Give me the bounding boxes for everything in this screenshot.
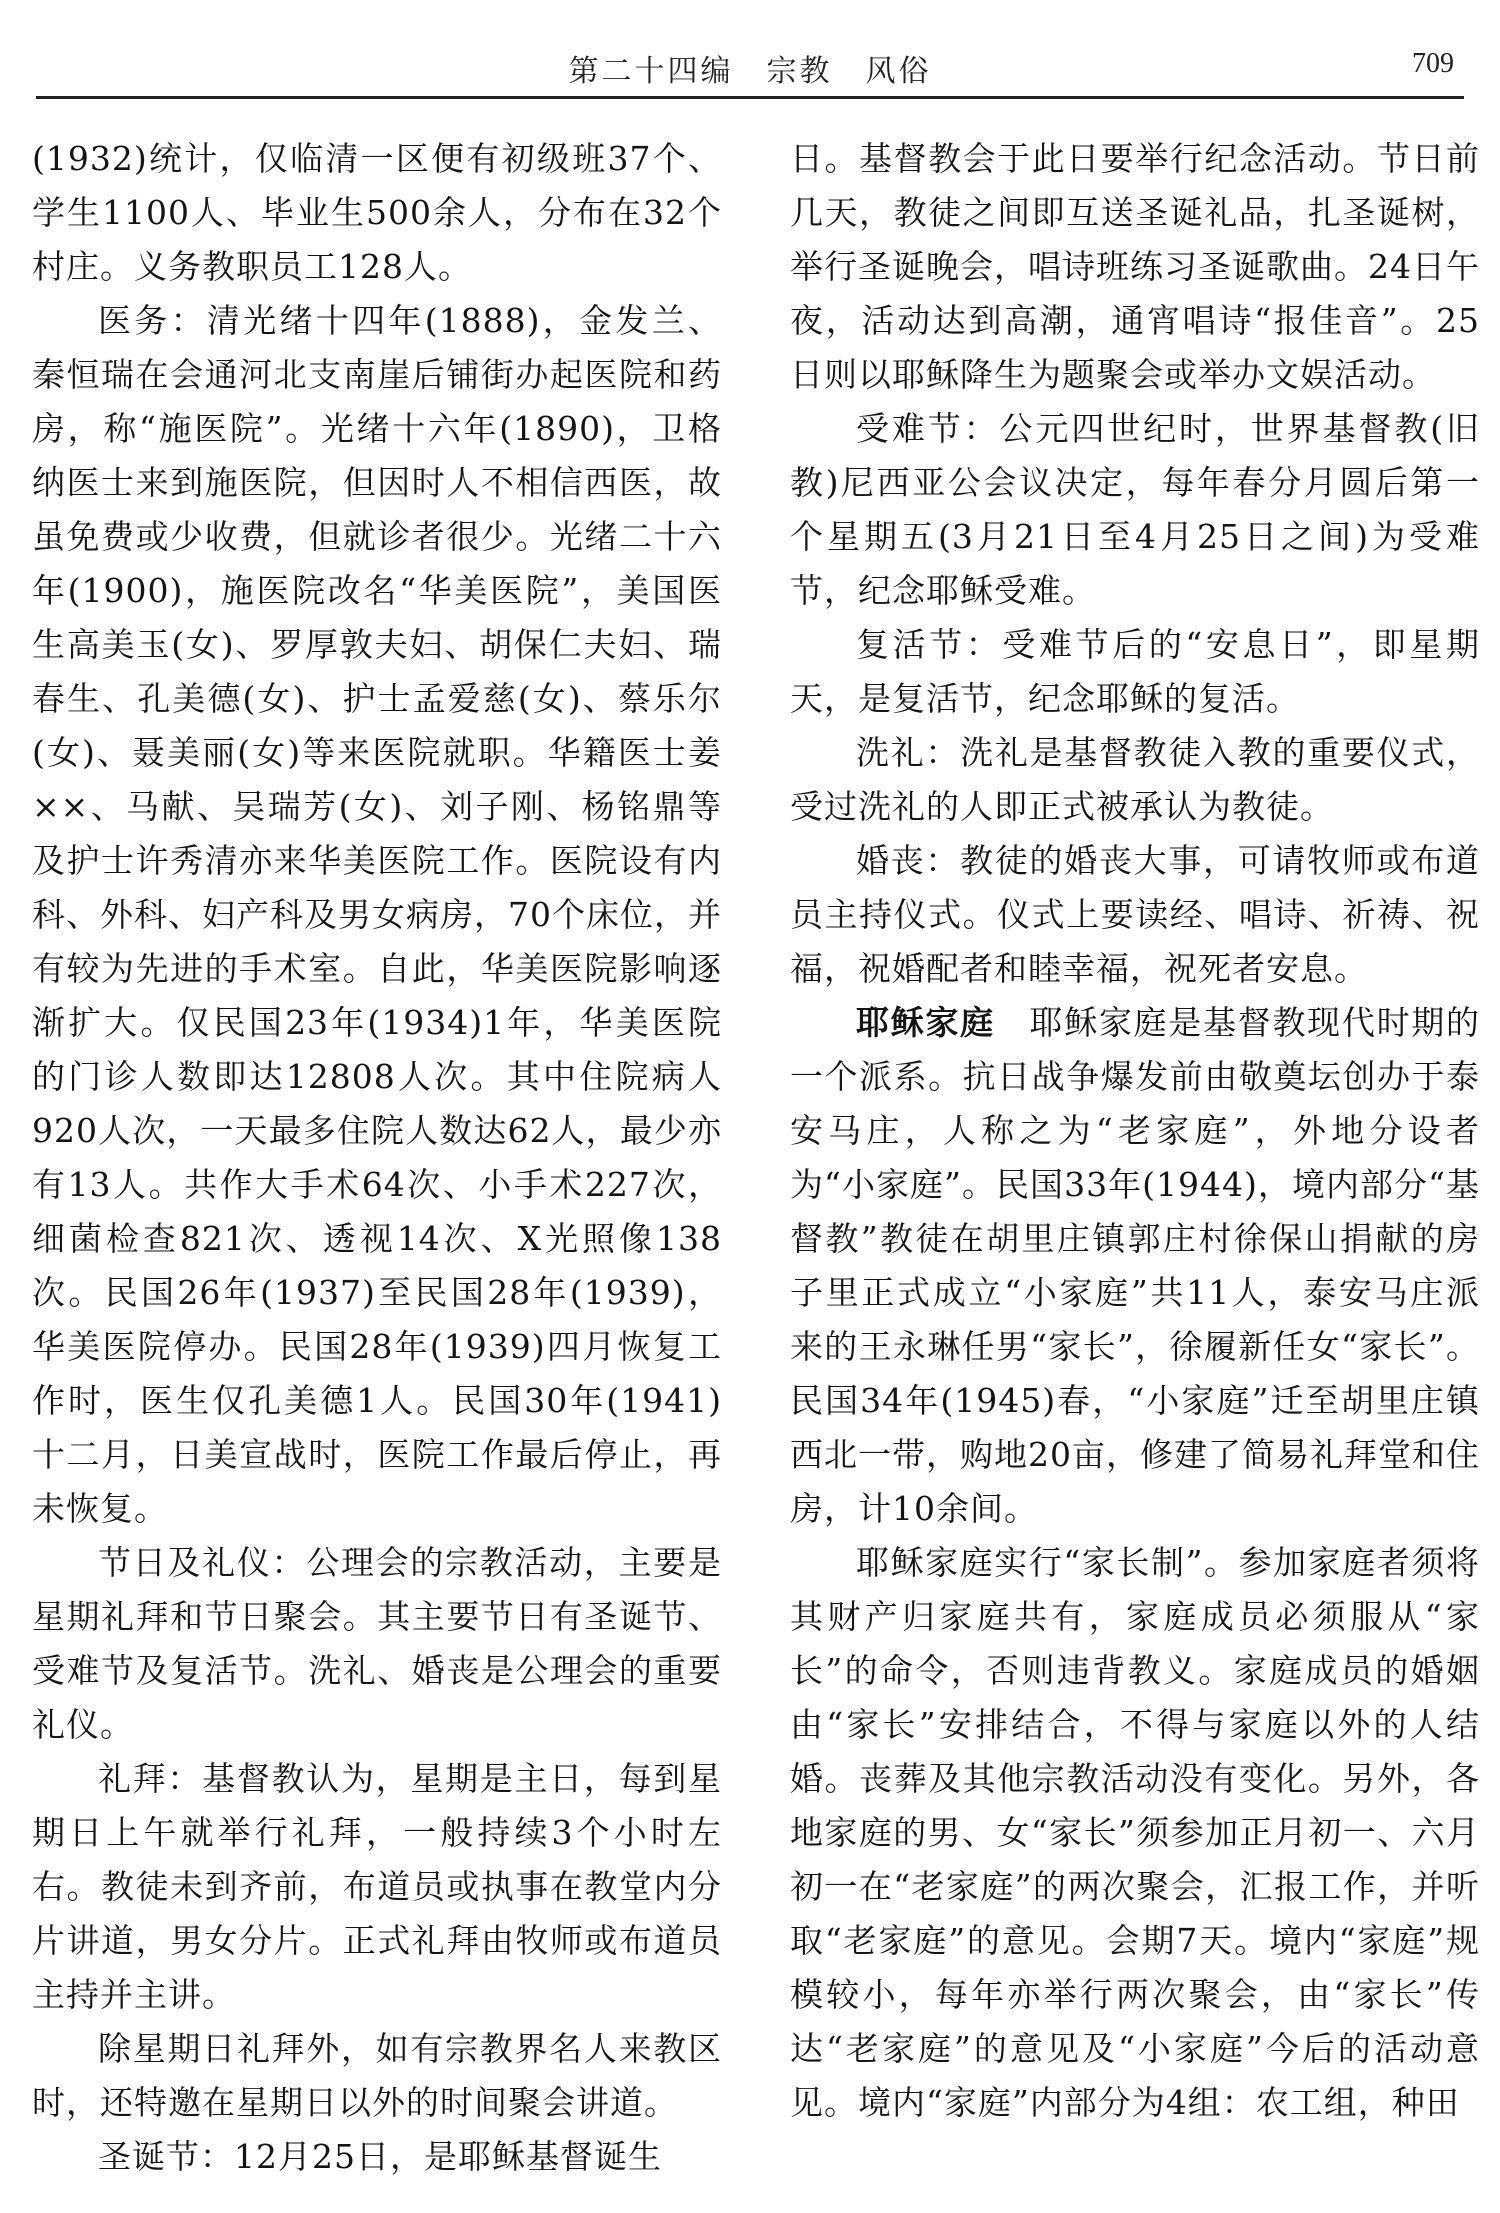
paragraph: 圣诞节：12月25日，是耶稣基督诞生 (98, 2137, 662, 2176)
page-number: 709 (1412, 48, 1454, 79)
paragraph: 婚丧：教徒的婚丧大事，可请牧师或布道员主持仪式。仪式上要读经、唱诗、祈祷、祝福，祝婚配者和睦幸福，祝死者安息。 (790, 841, 1480, 988)
paragraph: 洗礼：洗礼是基督教徒入教的重要仪式，受过洗礼的人即正式被承认为教徒。 (790, 733, 1480, 826)
paragraph: 受难节：公元四世纪时，世界基督教(旧教)尼西亚公会议决定，每年春分月圆后第一个星期五(3月21日至4月25日之间)为受难节，纪念耶稣受难。 (790, 409, 1480, 610)
section-paragraph (790, 996, 1480, 1536)
paragraph: 耶稣家庭实行“家长制”。参加家庭者须将其财产归家庭共有，家庭成员必须服从“家长”的命令，否则违背教义。家庭成员的婚姻由“家长”安排结合，不得与家庭以外的人结婚。丧葬及其他宗教活动没有变化。另外，各地家庭的男、女“家长”须参加正月初一、六月初一在“老家庭”的两次聚会，汇报工作，并听取“老家庭”的意见。会期7天。境内“家庭”规模较小，每年亦举行两次聚会，由“家长”传达“老家庭”的意见及“小家庭”今后的活动意见。境内“家庭”内部分为4组：农工组，种田 (790, 1543, 1480, 2122)
section-intro-text: 耶稣家庭是基督教现代时期的一个派系。抗日战争爆发前由敬奠坛创办于泰安马庄，人称之为“老家庭”，外地分设者为“小家庭”。民国33年(1944)，境内部分“基督教”教徒在胡里庄镇郭庄村徐保山捐献的房子里正式成立“小家庭”共11人，泰安马庄派来的王永琳任男“家长”，徐履新任女“家长”。民国34年(1945)春，“小家庭”迁至胡里庄镇西北一带，购地20亩，修建了简易礼拜堂和住房，计10余间。 (790, 1003, 1481, 1528)
paragraph: 医务：清光绪十四年(1888)，金发兰、秦恒瑞在会通河北支南崖后铺街办起医院和药房，称“施医院”。光绪十六年(1890)，卫格纳医士来到施医院，但因时人不相信西医，故虽免费或少收费，但就诊者很少。光绪二十六年(1900)，施医院改名“华美医院”，美国医生高美玉(女)、罗厚敦夫妇、胡保仁夫妇、瑞春生、孔美德(女)、护士孟爱慈(女)、蔡乐尔(女)、聂美丽(女)等来医院就职。华籍医士姜××、马献、吴瑞芳(女)、刘子刚、杨铭鼎等及护士许秀清亦来华美医院工作。医院设有内科、外科、妇产科及男女病房，70个床位，并有较为先进的手术室。自此，华美医院影响逐渐扩大。仅民国23年(1934)1年，华美医院的门诊人数即达12808人次。其中住院病人920人次，一天最多住院人数达62人，最少亦有13人。共作大手术64次、小手术227次，细菌检查821次、透视14次、X光照像138次。民国26年(1937)至民国28年(1939)，华美医院停办。民国28年(1939)四月恢复工作时，医生仅孔美德1人。民国30年(1941)十二月，日美宣战时，医院工作最后停止，再未恢复。 (32, 301, 722, 1528)
left-column (32, 132, 722, 2184)
paragraph: 日。基督教会于此日要举行纪念活动。节日前几天，教徒之间即互送圣诞礼品，扎圣诞树，举行圣诞晚会，唱诗班练习圣诞歌曲。24日午夜，活动达到高潮，通宵唱诗“报佳音”。25日则以耶稣降生为题聚会或举办文娱活动。 (790, 139, 1480, 394)
paragraph: (1932)统计，仅临清一区便有初级班37个、学生1100人、毕业生500余人，分布在32个村庄。义务教职员工128人。 (32, 139, 722, 286)
paragraph: 礼拜：基督教认为，星期是主日，每到星期日上午就举行礼拜，一般持续3个小时左右。教徒未到齐前，布道员或执事在教堂内分片讲道，男女分片。正式礼拜由牧师或布道员主持并主讲。 (32, 1759, 722, 2014)
section-heading: 耶稣家庭 (856, 1003, 995, 1042)
running-header (36, 40, 1464, 99)
right-column (790, 132, 1480, 2130)
paragraph: 除星期日礼拜外，如有宗教界名人来教区时，还特邀在星期日以外的时间聚会讲道。 (32, 2029, 722, 2122)
paragraph: 节日及礼仪：公理会的宗教活动，主要是星期礼拜和节日聚会。其主要节日有圣诞节、受难节及复活节。洗礼、婚丧是公理会的重要礼仪。 (32, 1543, 722, 1744)
chapter-title: 第二十四编 宗教 风俗 (568, 54, 932, 89)
paragraph: 复活节：受难节后的“安息日”，即星期天，是复活节，纪念耶稣的复活。 (790, 625, 1480, 718)
